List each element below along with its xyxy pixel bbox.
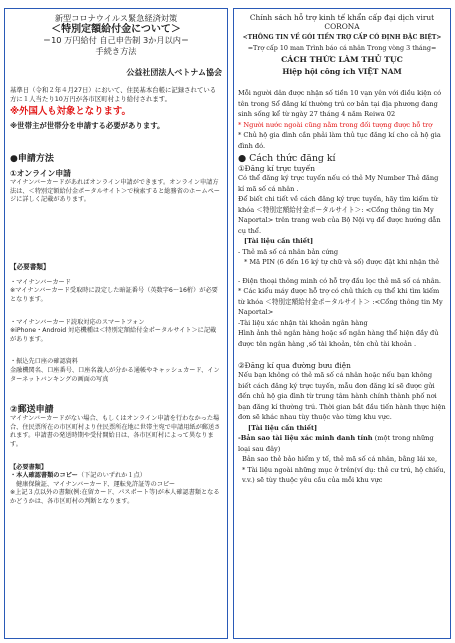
jp-intro: 基準日（令和２年４月27日）において、住民基本台帳に記録されている方に１人当たり10万円が各市区町村より給付されます。 xyxy=(10,86,217,103)
japanese-column xyxy=(4,8,228,639)
vi-req-item: * Mã PIN (6 đến 16 ký tự chữ và số) được đặt khi nhận thẻ xyxy=(244,258,440,266)
jp-mail-heading: ②郵送申請 xyxy=(10,405,54,416)
jp-title-block xyxy=(10,13,222,57)
jp-req-item: ※マイナンバーカード受取時に設定した暗証番号（英数字6～16桁）が必要となります。 xyxy=(10,287,218,303)
jp-req2-a-note: （下記のいずれか１点） xyxy=(77,472,146,480)
vi-title-line1: Chính sách hỗ trợ kinh tế khẩn cấp đại dịch virut CORONA xyxy=(249,13,435,31)
jp-req-item: ※iPhone・Android 対応機種は＜特別定額給付金ポータルサイト＞に記載があります。 xyxy=(10,327,217,343)
vi-req2-a: -Bản sao tài liệu xác minh danh tính xyxy=(238,434,373,442)
vi-mail-heading: ②Đăng kí qua đường bưu điện xyxy=(238,361,351,370)
jp-organization: 公益社団法人ベトナム協会 xyxy=(126,68,222,77)
jp-req2-a: ・本人確認書類のコピー xyxy=(10,472,78,480)
vi-notice2: * Chủ hộ gia đình cần phải làm thủ tục đăng kí cho cả hộ gia đình đó. xyxy=(238,131,441,150)
jp-req2-c: ※上記３点以外の書類(例:在留カード、パスポート等)が本人確認書類となるかどうかは、各市区町村の判断となります。 xyxy=(10,489,220,505)
vi-req-item: -Tài liệu xác nhận tài khoản ngân hàng xyxy=(238,318,368,327)
jp-req-item: ・マイナンバーカード読取対応のスマートフォン xyxy=(10,318,145,326)
vi-red-notice: * Người nước ngoài cũng nằm trong đối tượng được hỗ trợ xyxy=(238,120,433,129)
jp-mail-text: マイナンバーカードがない場合、もしくはオンライン申請を行わなかった場合、住民票所在の市区町村より住民票所在地に世帯主宛で申請用紙が郵送されます。申請書の発送時期や受付開始日は、各市区町村によって異なります。 xyxy=(10,415,221,448)
jp-req-item: 金融機関名、口座番号、口座名義人が分かる通帳やキャッシュカード、インターネットバンキングの画面の写真 xyxy=(10,366,220,383)
vi-title-line4: CÁCH THỨC LÀM THỦ TỤC xyxy=(281,55,403,64)
vi-section-methods: ● Cách thức đăng kí xyxy=(238,153,336,164)
jp-req-item: ・振込先口座の確認資料 xyxy=(10,358,79,366)
vi-req-item: * Các kiểu máy được hỗ trợ có chủ thích cụ thể khi tìm kiếm từ khóa ＜特別定額給付金ポータルサイト＞ :<Cổng thông tin My Naportal> xyxy=(238,287,443,316)
jp-req2-b: 健康保険証、マイナンバーカード、運転免許証等のコピー xyxy=(16,480,176,488)
jp-title-line1: 新型コロナウイルス緊急経済対策 xyxy=(54,13,178,23)
jp-title-line4: 手続き方法 xyxy=(95,46,137,56)
vi-req-item: - Thẻ mã số cá nhân bản cứng xyxy=(238,247,339,256)
jp-required-docs-heading: 【必要書類】 xyxy=(10,262,50,271)
vi-title-line5: Hiệp hội công ích VIỆT NAM xyxy=(282,67,402,76)
vi-intro: Mỗi người dân được nhận số tiền 10 vạn yên với điều kiện có tên trong Sổ đăng kí thường trú cơ bản tại địa phương đang sinh sống kể từ ngày 27 tháng 4 năm Reiwa 02 xyxy=(238,89,442,118)
jp-title-line2: ＜特別定額給付金について＞ xyxy=(51,24,181,35)
jp-req-item: ・マイナンバーカード xyxy=(10,278,71,286)
jp-req2-item xyxy=(10,472,222,481)
vi-req-item: - Điện thoại thông minh có hỗ trợ đầu lọc thẻ mã số cá nhân. xyxy=(238,276,442,285)
jp-online-text: マイナンバーカードがあればオンライン申請ができます。オンライン申請方法は、＜特別定額給付金ポータルサイト＞で検索すると総務省のホームページに詳しく記載があります。 xyxy=(10,179,220,204)
vi-title-block xyxy=(238,13,446,76)
vi-req2-a-note: (một trong những loại sau đây) xyxy=(238,434,434,453)
vi-req2-item xyxy=(238,433,446,454)
vi-online-text2: Để biết chi tiết về cách đăng ký trực tuyến, hãy tìm kiếm từ khóa ＜特別定額給付金ポータルサイト＞: <Cổng thông tin My Naportal> trên trang web của Bộ Nội vụ để được hướng dẫn cụ thể. xyxy=(238,195,441,235)
jp-section-methods: ●申請方法 xyxy=(10,154,54,164)
vi-online-heading: ①Đăng kí trực tuyến xyxy=(238,164,315,173)
vi-req2-b: Bản sao thẻ bảo hiểm y tế, thẻ mã số cá nhân, bằng lái xe, xyxy=(242,455,438,463)
vi-req-item: Hình ảnh thẻ ngân hàng hoặc sổ ngân hàng thể hiện đầy đủ được tên ngân hàng ,số tài khoản, tên chủ tài khoản . xyxy=(238,329,439,348)
vi-title-line3: =Trợ cấp 10 man Trình báo cá nhân Trong vòng 3 tháng= xyxy=(247,44,437,52)
vi-required-docs-heading-2: [Tài liệu cần thiết] xyxy=(248,423,318,432)
vi-required-docs-heading: [Tài liệu cần thiết] xyxy=(244,237,314,245)
vi-online-text: Có thể đăng ký trực tuyến nếu có thẻ My Number Thẻ đăng kí mã số cá nhân . xyxy=(238,174,439,193)
jp-required-docs-heading-2: 【必要書類】 xyxy=(10,463,48,471)
jp-online-heading: ①オンライン申請 xyxy=(10,169,71,178)
vietnamese-column xyxy=(233,8,451,639)
jp-title-line3: ＝10 万円給付 自己申告制 3か月以内＝ xyxy=(42,35,190,45)
jp-red-notice: ※外国人も対象となります。 xyxy=(10,106,131,117)
jp-bold-notice: ※世帯主が世帯分を申請する必要があります。 xyxy=(10,121,165,130)
vi-title-line2: <THÔNG TIN VỀ GÓI TIỀN TRỢ CẤP CÓ ĐỊNH ĐẶC BIỆT> xyxy=(242,34,442,41)
vi-req2-c: * Tài liệu ngoài những mục ở trên(ví dụ: thẻ cư trú, hộ chiếu, v.v.) sẽ tùy thuộc yêu cầu của mỗi khu vực xyxy=(242,465,446,484)
vi-mail-text: Nếu bạn không có thẻ mã số cá nhân hoặc nếu bạn không biết cách đăng ký trực tuyến, mẫu đơn đăng kí sẽ được gửi đến chủ hộ gia đình từ trung tâm hành chính thành phố nơi bạn đăng kí thường trú. Thời gian bắt đầu tiến hành thực hiện đơn sẽ khác nhau tùy thuộc vào từng khu vực. xyxy=(238,371,446,421)
